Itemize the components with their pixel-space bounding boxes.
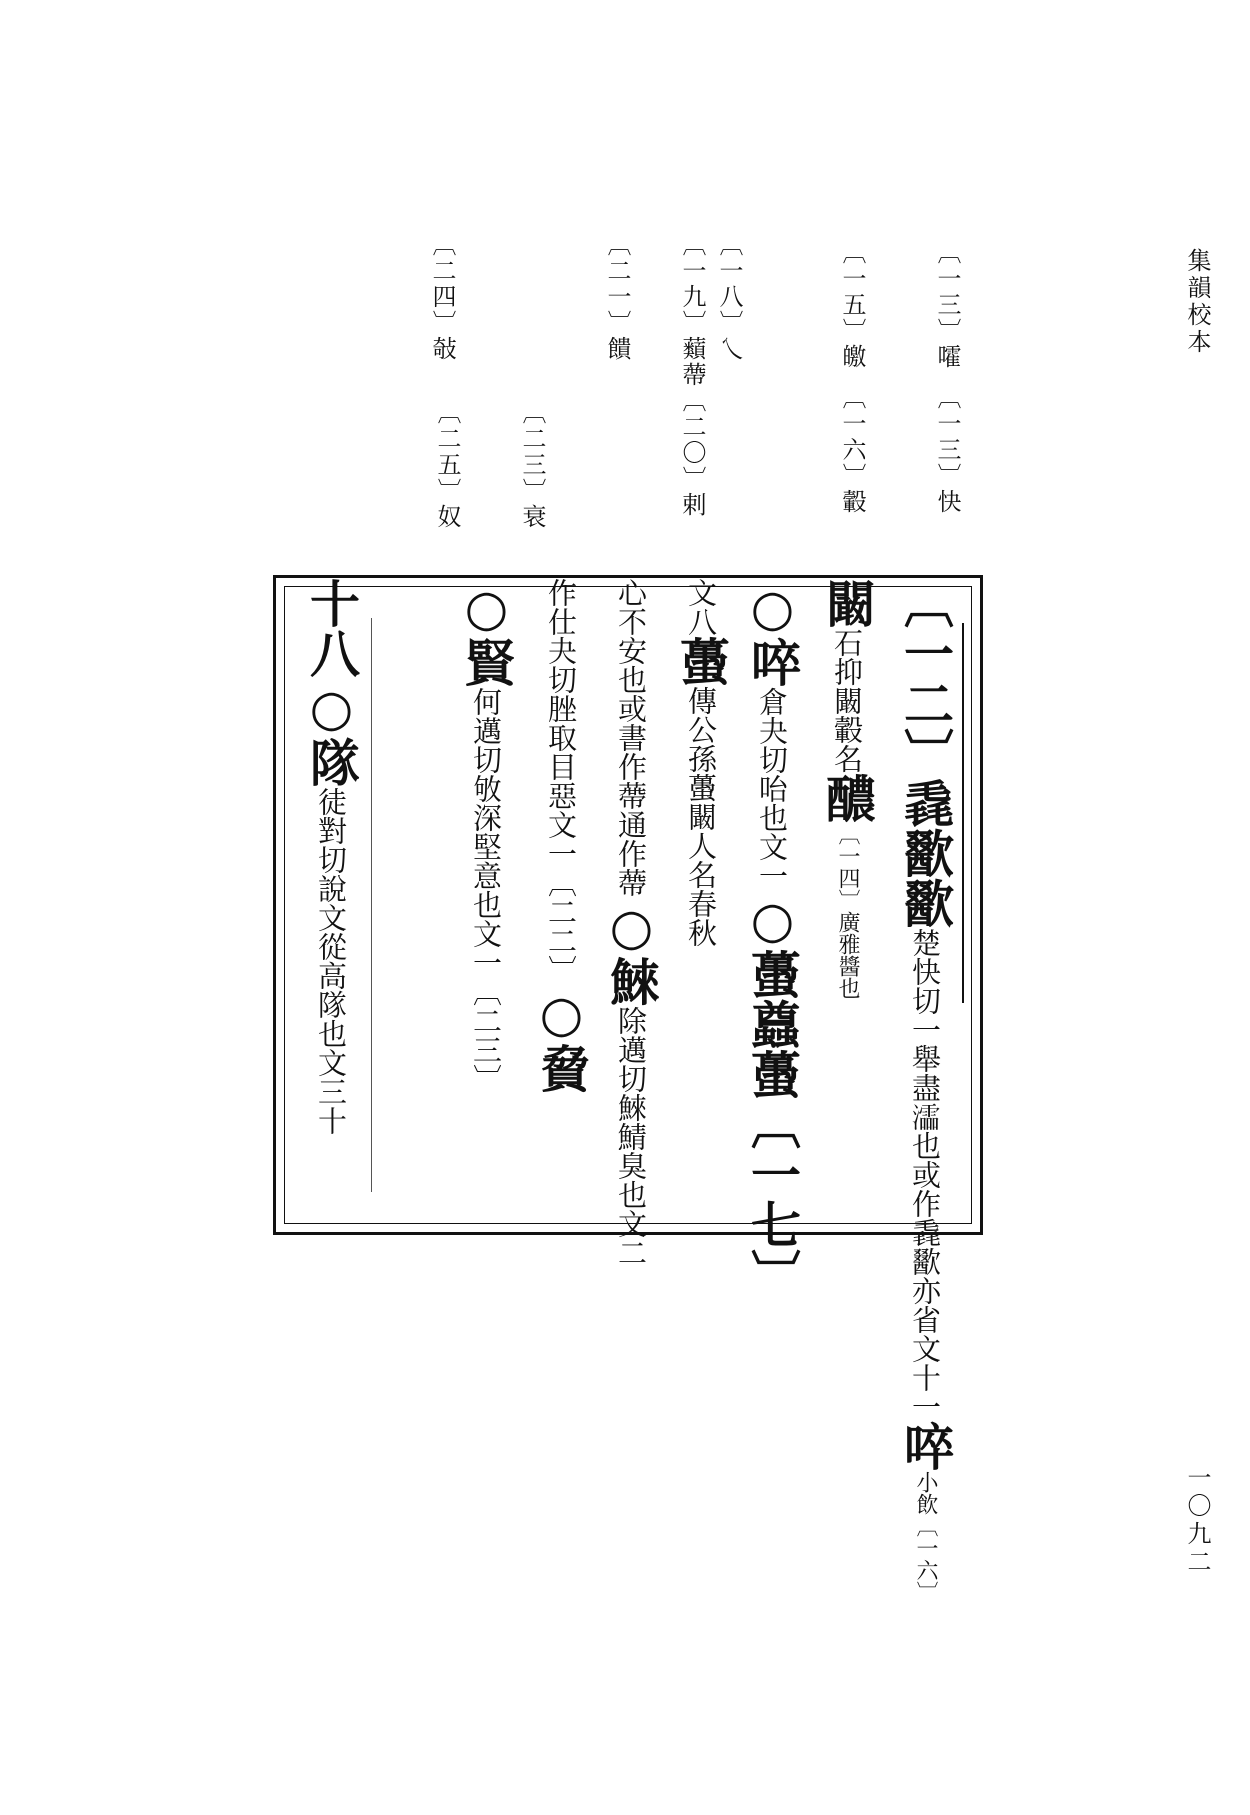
headword: ○蠆蠤蠆〔一七〕 [743,890,802,1299]
headword: 十八○隊 [302,578,361,787]
note-13b: 〔一三〕快 [933,385,961,515]
gloss: 徒對切說文從高隊也文三十 [314,787,348,1135]
headword: 闞 [818,578,877,628]
text-column-1 [886,578,964,1603]
gloss: 除邁切鯠鯖臭也文二 [614,1006,648,1267]
gloss: 文 [684,578,718,607]
page-number: 一〇九二 [1183,1465,1211,1577]
book-title: 集韻校本 [1183,248,1211,356]
text-column-6 [526,578,596,1232]
text-column-2 [811,578,883,1232]
gloss: 心 [614,578,648,607]
note-25: 〔二五〕奴 [433,400,461,530]
note-16: 〔一六〕轂 [838,385,866,515]
gloss: 〔一四〕廣雅醬也 [835,823,860,999]
gloss: 何邁切敂深堅意也文一〔二三〕 [469,687,503,1093]
gloss: 楚快切一舉盡𤃩也或作毳歠亦省文十一 [908,928,942,1421]
text-column-3 [736,578,808,1299]
gloss: 傳公孫蠆闞人名春秋 [684,686,718,947]
headword: ○啐 [743,578,802,687]
gloss: 作 [544,578,578,607]
headword: ○鯠 [602,897,661,1006]
note-23: 〔二三〕衰 [518,400,546,530]
rule-line [371,618,372,1192]
margin-banner [962,623,994,1003]
note-21: 〔二一〕饋 [603,232,631,362]
note-18: 〔一八〕乀 [715,232,743,362]
text-column-5 [596,578,666,1267]
gloss: 不安也或書作蔕通作蔕 [614,607,648,897]
text-column-7 [446,578,526,1232]
gloss: 小飲〔一六〕 [913,1471,938,1603]
headword: ○賢 [457,578,516,687]
headword: 〔一二〕毳歠歠 [896,578,955,928]
headword: 蠆 [672,636,731,686]
text-column-4 [666,578,736,1232]
note-24: 〔二四〕敧 [428,232,456,362]
note-15: 〔一五〕皦 [838,240,866,370]
headword: 醲 [818,773,877,823]
gloss: 石抑闞轂名 [830,628,864,773]
gloss: 八 [684,607,718,636]
facsimile-page [273,575,983,1603]
headword: 啐 [896,1421,955,1471]
headword: ○䝱 [532,984,591,1093]
note-13: 〔一三〕嚯 [933,240,961,370]
note-19: 〔一九〕蘱蔕〔二〇〕剌 [678,232,706,518]
gloss: 倉夬切咍也文一 [755,687,789,890]
gloss: 仕夬切脞取目惡文一〔二二〕 [544,607,578,984]
text-column-8 [291,578,371,1232]
